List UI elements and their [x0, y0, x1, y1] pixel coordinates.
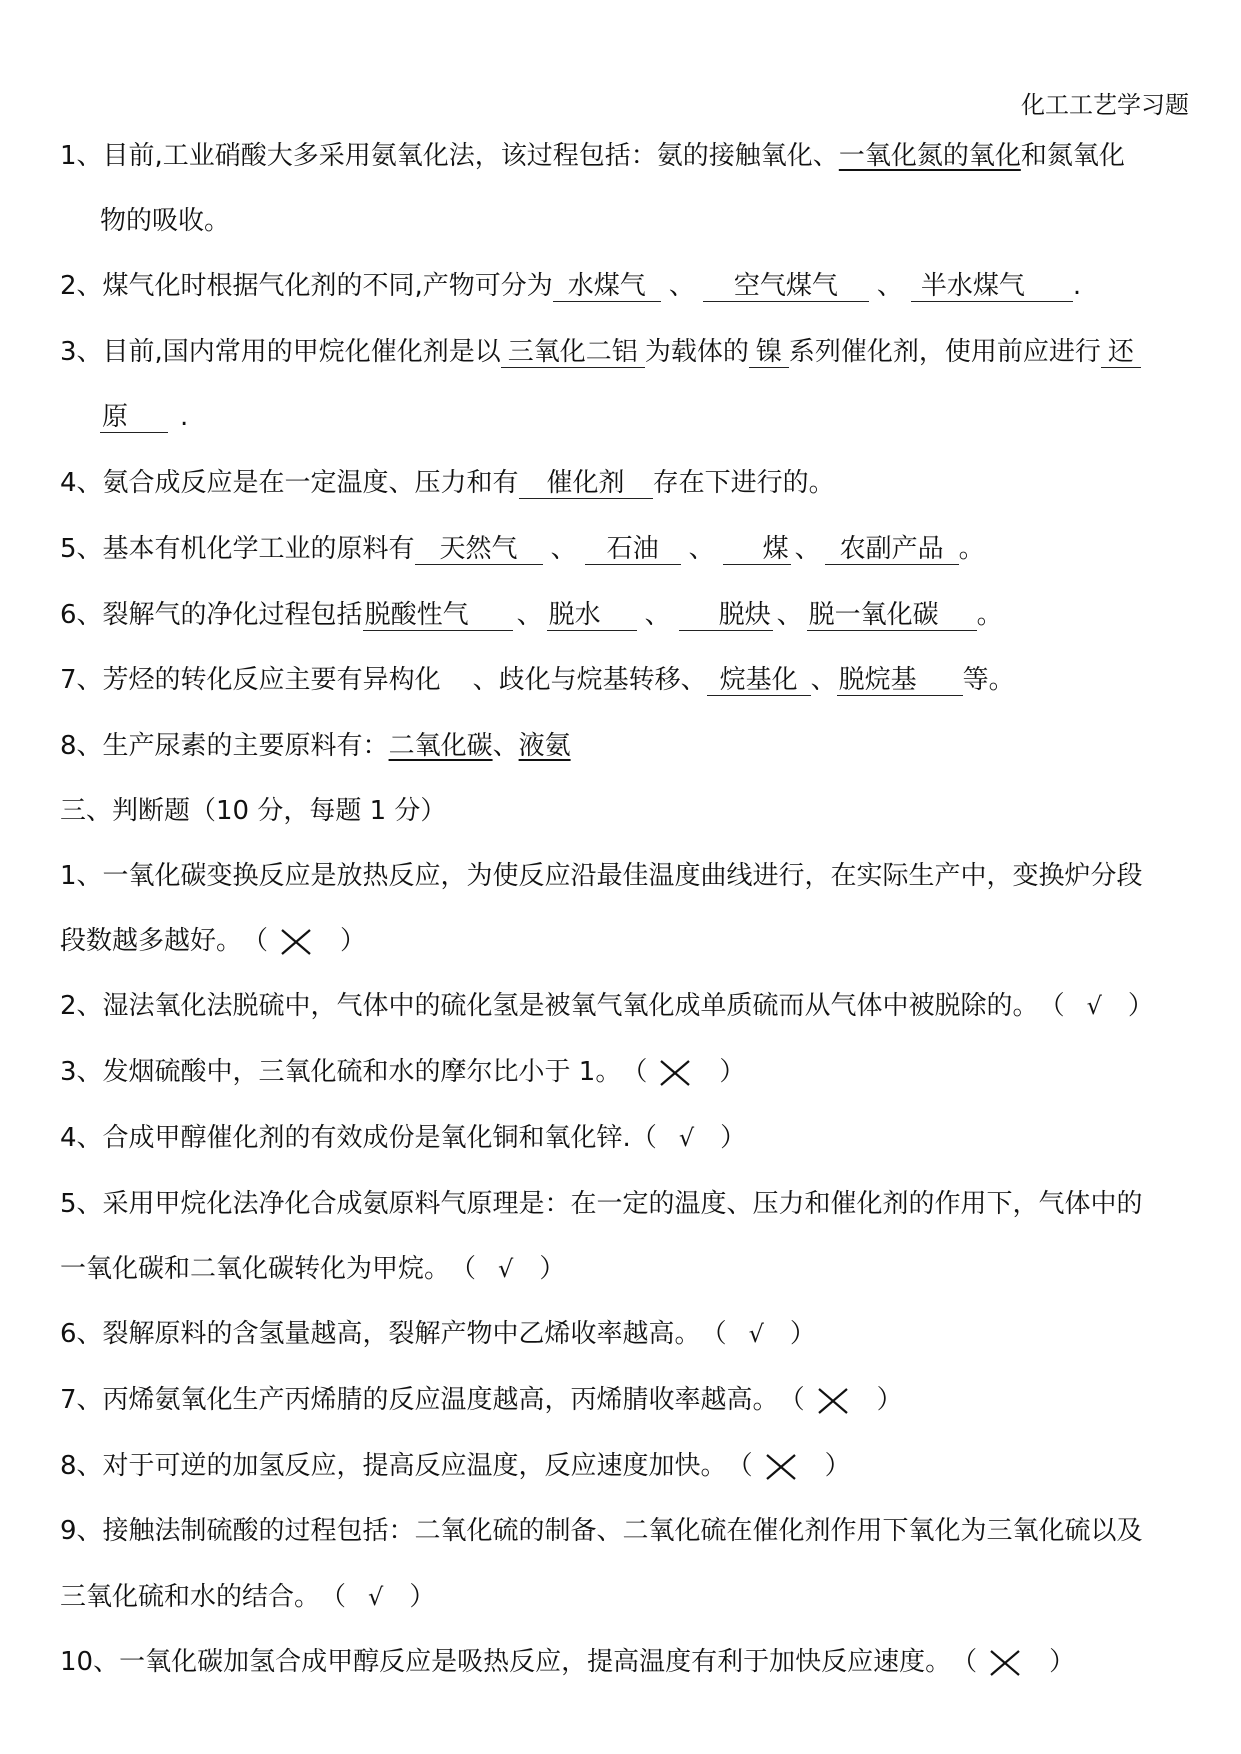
- question-number: 8、: [60, 1451, 103, 1481]
- close-paren: ）: [539, 1254, 566, 1284]
- check-mark-icon: √: [368, 1583, 384, 1611]
- question-number: 4、: [60, 468, 103, 498]
- answer-parentheses: [1039, 988, 1154, 1024]
- separator: 、: [688, 534, 715, 564]
- answer-parentheses: [320, 1579, 435, 1615]
- judgment-question-10: [60, 1644, 1075, 1680]
- open-paren: （: [1038, 991, 1065, 1021]
- close-paren: ）: [1049, 1647, 1076, 1677]
- answer-parentheses: [621, 1054, 745, 1090]
- close-paren: ）: [1127, 991, 1154, 1021]
- punctuation: 。: [976, 600, 1003, 630]
- open-paren: （: [450, 1254, 477, 1284]
- question-text: 煤气化时根据气化剂的不同,产物可分为: [102, 271, 553, 301]
- punctuation: .: [1072, 271, 1082, 301]
- wrong-mark-icon: [815, 1386, 851, 1416]
- question-text: 为载体的: [644, 337, 749, 367]
- punctuation: 。: [958, 534, 985, 564]
- answer-parentheses: [951, 1644, 1075, 1680]
- question-text: 存在下进行的。: [652, 468, 835, 498]
- question-text: 段数越多越好。: [60, 926, 243, 956]
- question-text: 裂解气的净化过程包括: [102, 600, 363, 630]
- separator: 、: [516, 600, 543, 630]
- check-mark-icon: √: [1086, 992, 1102, 1020]
- answer-blank: 一氧化氮的氧化: [838, 141, 1021, 171]
- judgment-question-9: [60, 1513, 1143, 1549]
- question-number: 2、: [60, 271, 103, 301]
- separator: 、: [668, 271, 695, 301]
- answer-text: 异构化: [362, 665, 441, 695]
- answer-blank: 二氧化碳: [388, 731, 493, 761]
- open-paren: （: [242, 926, 269, 956]
- question-text: 采用甲烷化法净化合成氨原料气原理是：在一定的温度、压力和催化剂的作用下，气体中的: [102, 1189, 1143, 1219]
- open-paren: （: [630, 1123, 657, 1153]
- answer-parentheses: [701, 1316, 816, 1352]
- answer-blank: 石油: [585, 534, 681, 565]
- question-text: 一氧化碳加氢合成甲醇反应是吸热反应，提高温度有利于加快反应速度。: [119, 1647, 952, 1677]
- open-paren: （: [700, 1319, 727, 1349]
- question-text: 合成甲醇催化剂的有效成份是氧化铜和氧化锌.: [102, 1123, 631, 1153]
- answer-blank: 脱炔: [679, 600, 773, 631]
- question-text: 一氧化碳变换反应是放热反应，为使反应沿最佳温度曲线进行，在实际生产中，变换炉分段: [102, 861, 1143, 891]
- question-text: 三氧化硫和水的结合。: [60, 1582, 321, 1612]
- question-number: 6、: [60, 1319, 103, 1349]
- question-text: 对于可逆的加氢反应，提高反应温度，反应速度加快。: [102, 1451, 727, 1481]
- wrong-mark-icon: [278, 927, 314, 957]
- judgment-question-4: [60, 1120, 746, 1156]
- punctuation: .: [180, 402, 189, 432]
- question-text: 和氮氧化: [1020, 141, 1125, 171]
- page-header: 化工工艺学习题: [1021, 91, 1189, 119]
- close-paren: ）: [824, 1451, 851, 1481]
- open-paren: （: [951, 1647, 978, 1677]
- section-heading-judgment: 三、判断题（10 分，每题 1 分）: [60, 796, 447, 826]
- close-paren: ）: [789, 1319, 816, 1349]
- wrong-mark-icon: [657, 1058, 693, 1088]
- check-mark-icon: √: [748, 1320, 764, 1348]
- answer-blank: 脱烷基: [837, 665, 963, 696]
- fill-question-7: [60, 662, 1015, 698]
- answer-blank: 脱水: [547, 600, 637, 631]
- judgment-question-3: [60, 1054, 745, 1090]
- question-number: 1、: [60, 861, 103, 891]
- question-text: 系列催化剂，使用前应进行: [788, 337, 1101, 367]
- answer-blank: 农副产品: [825, 534, 959, 565]
- judgment-question-2: [60, 988, 1154, 1024]
- check-mark-icon: √: [498, 1255, 514, 1283]
- fill-question-6: [60, 597, 1003, 633]
- separator: 、: [876, 271, 903, 301]
- close-paren: ）: [409, 1582, 436, 1612]
- question-number: 10、: [60, 1647, 120, 1677]
- question-text: 接触法制硫酸的过程包括：二氧化硫的制备、二氧化硫在催化剂作用下氧化为三氧化硫以及: [102, 1516, 1143, 1546]
- fill-question-4: [60, 465, 835, 501]
- separator: 、: [644, 600, 671, 630]
- close-paren: ）: [340, 926, 367, 956]
- open-paren: （: [320, 1582, 347, 1612]
- separator: 、: [492, 731, 519, 761]
- question-text: 丙烯氨氧化生产丙烯腈的反应温度越高，丙烯腈收率越高。: [102, 1385, 779, 1415]
- answer-blank: 还: [1101, 337, 1141, 368]
- question-text: 生产尿素的主要原料有：: [102, 731, 389, 761]
- judgment-question-9-cont: [60, 1579, 435, 1615]
- judgment-question-1-cont: [60, 923, 366, 959]
- separator: 、: [550, 534, 577, 564]
- answer-blank: 煤: [723, 534, 791, 565]
- answer-blank: 镍: [749, 337, 789, 368]
- fill-question-5: [60, 531, 985, 567]
- wrong-mark-icon: [763, 1452, 799, 1482]
- question-number: 3、: [60, 1057, 103, 1087]
- question-number: 5、: [60, 1189, 103, 1219]
- answer-blank: 水煤气: [553, 271, 661, 302]
- wrong-mark-icon: [987, 1648, 1023, 1678]
- answer-blank: 液氨: [518, 731, 571, 761]
- question-text: 湿法氧化法脱硫中，气体中的硫化氢是被氧气氧化成单质硫而从气体中被脱除的。: [102, 991, 1039, 1021]
- fill-question-2: [60, 268, 1081, 304]
- judgment-question-5: [60, 1186, 1143, 1222]
- question-text: 发烟硫酸中，三氧化硫和水的摩尔比小于 1。: [102, 1057, 622, 1087]
- answer-blank: 催化剂: [519, 468, 653, 499]
- judgment-question-8: [60, 1448, 851, 1484]
- answer-blank: 天然气: [415, 534, 543, 565]
- fill-question-3: [60, 334, 1141, 370]
- close-paren: ）: [719, 1057, 746, 1087]
- question-text: 氨合成反应是在一定温度、压力和有: [102, 468, 519, 498]
- judgment-question-5-cont: [60, 1251, 565, 1287]
- question-number: 7、: [60, 665, 103, 695]
- open-paren: （: [778, 1385, 805, 1415]
- judgment-question-1: [60, 858, 1143, 894]
- question-number: 7、: [60, 1385, 103, 1415]
- judgment-question-6: [60, 1316, 816, 1352]
- question-text: 芳烃的转化反应主要有: [102, 665, 363, 695]
- answer-parentheses: [242, 923, 366, 959]
- question-number: 9、: [60, 1516, 103, 1546]
- question-number: 8、: [60, 731, 103, 761]
- separator: 、: [794, 534, 821, 564]
- answer-blank: 空气煤气: [703, 271, 869, 302]
- question-text: 目前,工业硝酸大多采用氨氧化法，该过程包括：氨的接触氧化、: [102, 141, 839, 171]
- close-paren: ）: [720, 1123, 747, 1153]
- question-text: 等。: [962, 665, 1015, 695]
- answer-blank: 半水煤气: [911, 271, 1073, 302]
- answer-parentheses: [779, 1382, 903, 1418]
- question-number: 3、: [60, 337, 103, 367]
- fill-question-1: [60, 138, 1125, 174]
- answer-blank: 三氧化二铝: [501, 337, 645, 368]
- question-text: 裂解原料的含氢量越高，裂解产物中乙烯收率越高。: [102, 1319, 701, 1349]
- separator: 、: [776, 600, 803, 630]
- open-paren: （: [621, 1057, 648, 1087]
- open-paren: （: [726, 1451, 753, 1481]
- question-number: 5、: [60, 534, 103, 564]
- answer-parentheses: [727, 1448, 851, 1484]
- question-number: 1、: [60, 141, 103, 171]
- question-text: 基本有机化学工业的原料有: [102, 534, 415, 564]
- fill-question-1-cont: 物的吸收。: [100, 206, 231, 236]
- close-paren: ）: [876, 1385, 903, 1415]
- judgment-question-7: [60, 1382, 903, 1418]
- question-number: 6、: [60, 600, 103, 630]
- answer-parentheses: [631, 1120, 746, 1156]
- answer-parentheses: [450, 1251, 565, 1287]
- answer-blank: 脱酸性气: [363, 600, 513, 631]
- check-mark-icon: √: [678, 1124, 695, 1152]
- fill-question-8: [60, 728, 571, 764]
- question-text: 目前,国内常用的甲烷化催化剂是以: [102, 337, 501, 367]
- question-text: 一氧化碳和二氧化碳转化为甲烷。: [60, 1254, 451, 1284]
- question-text: 、歧化与烷基转移、: [472, 665, 707, 695]
- question-number: 4、: [60, 1123, 103, 1153]
- answer-blank: 脱一氧化碳: [807, 600, 977, 631]
- question-number: 2、: [60, 991, 103, 1021]
- fill-question-3-cont: [100, 399, 188, 435]
- answer-blank: 烷基化: [707, 665, 811, 696]
- separator: 、: [810, 665, 837, 695]
- answer-blank: 原: [100, 402, 168, 433]
